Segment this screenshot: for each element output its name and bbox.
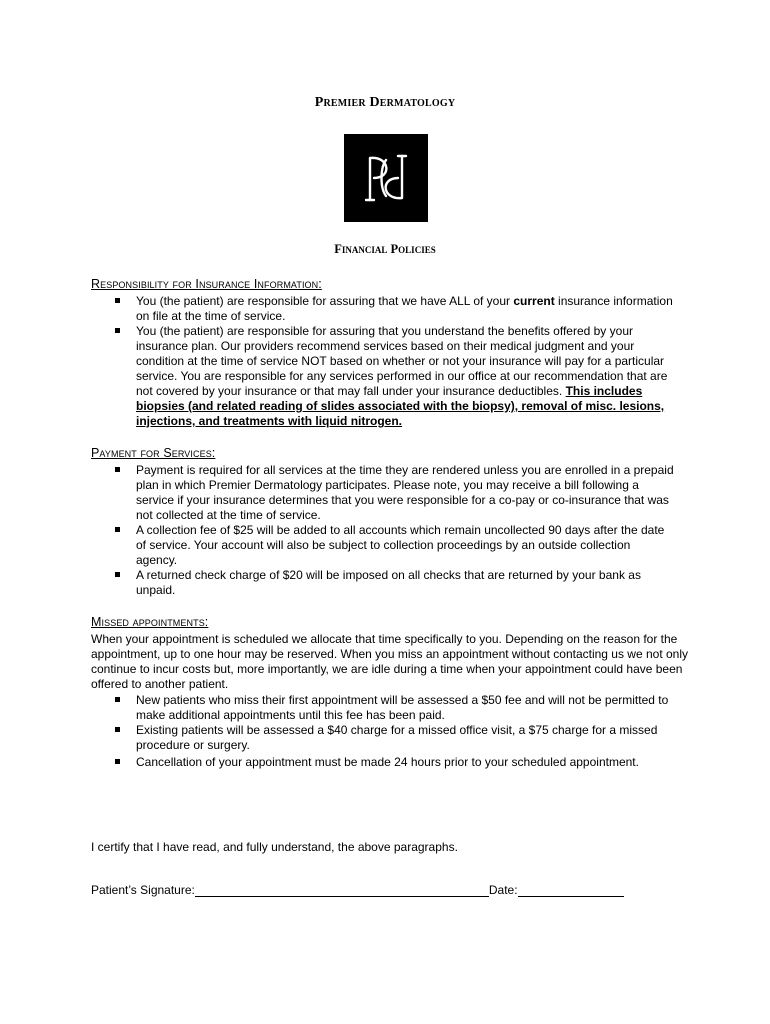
bullet-icon [115, 328, 120, 333]
document-subtitle: Financial Policies [334, 242, 436, 256]
payment-list [114, 463, 674, 598]
list-item: Payment is required for all services at the time they are rendered unless you are enrolled in a prepaid plan in which Premier Dermatology participates. Please note, you may receive a bill following a service if your insurance determines that you were responsible for a co-pay or co-insurance that was not collected at the time of service. [114, 463, 674, 523]
list-item: A returned check charge of $20 will be imposed on all checks that are returned by your bank as unpaid. [114, 568, 674, 598]
list-item: You (the patient) are responsible for assuring that we have ALL of your current insurance information on file at the time of service. [114, 294, 674, 324]
signature-field[interactable] [195, 883, 489, 897]
document-title: Premier Dermatology [314, 95, 456, 110]
insurance-list [114, 294, 674, 429]
payment-section-heading: Payment for Services: [91, 446, 216, 460]
insurance-section-heading: Responsibility for Insurance Information: [91, 277, 322, 291]
bullet-icon [115, 467, 120, 472]
bullet-icon [115, 727, 120, 732]
signature-row [91, 883, 624, 897]
date-field[interactable] [518, 883, 624, 897]
bullet-icon [115, 697, 120, 702]
list-item: Cancellation of your appointment must be made 24 hours prior to your scheduled appointment. [114, 755, 674, 770]
list-item: Existing patients will be assessed a $40 charge for a missed office visit, a $75 charge for a missed procedure or surgery. [114, 723, 674, 753]
bullet-icon [115, 527, 120, 532]
bullet-icon [115, 759, 120, 764]
list-item: A collection fee of $25 will be added to all accounts which remain uncollected 90 days after the date of service. Your account will also be subject to collection proceedings by an outside collection agency. [114, 523, 674, 568]
list-item: New patients who miss their first appointment will be assessed a $50 fee and will not be permitted to make additional appointments until this fee has been paid. [114, 693, 674, 723]
signature-label: Patient’s Signature: [91, 883, 195, 897]
missed-section-heading: Missed appointments: [91, 615, 209, 629]
monogram-logo-icon [356, 148, 416, 208]
date-label: Date: [488, 883, 518, 897]
certification-statement: I certify that I have read, and fully understand, the above paragraphs. [91, 840, 458, 854]
biopsy-notice: This includes biopsies (and related reading of slides associated with the biopsy), removal of misc. lesions, injections, and treatments with liquid nitrogen. [136, 384, 665, 428]
bullet-icon [115, 572, 120, 577]
missed-intro: When your appointment is scheduled we allocate that time specifically to you. Depending on the reason for the appointment, up to one hour may be reserved. When you miss an appointment without contacting us we not only continue to incur costs but, more importantly, we are idle during a time when your appointment could have been offered to another patient. [91, 632, 689, 691]
list-item: You (the patient) are responsible for assuring that you understand the benefits offered by your insurance plan. Our providers recommend services based on their medical judgment and your condition at the time of service NOT based on whether or not your insurance will pay for a particular service. You are responsible for any services performed in our office at our recommendation that are not covered by your insurance or that may fall under your insurance deductibles. This includes biopsies (and related reading of slides associated with the biopsy), removal of misc. lesions, injections, and treatments with liquid nitrogen. [114, 324, 674, 429]
bullet-icon [115, 298, 120, 303]
missed-list [114, 693, 674, 770]
practice-logo [344, 134, 428, 222]
